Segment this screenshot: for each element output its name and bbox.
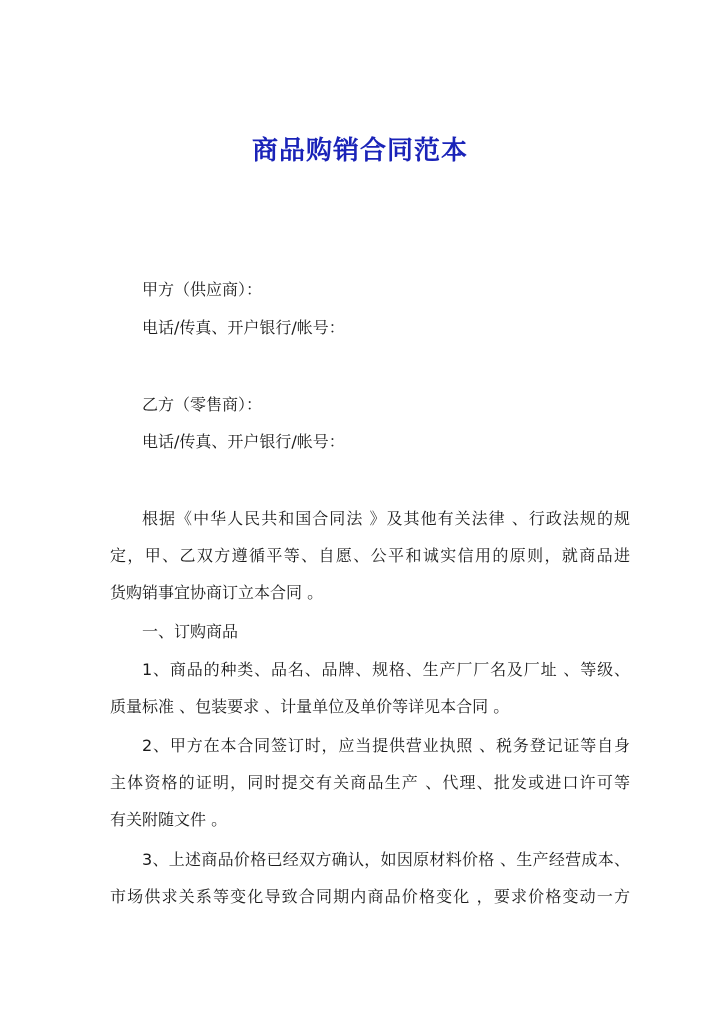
clause-line: 有关附随文件 。 bbox=[110, 810, 228, 829]
preamble-line: 货购销事宜协商订立本合同 。 bbox=[110, 583, 324, 602]
clause-line: 质量标准 、包装要求 、计量单位及单价等详见本合同 。 bbox=[110, 697, 510, 716]
clause-line: 1、商品的种类、品名、品牌、规格、生产厂厂名及厂址 、等级、 bbox=[142, 660, 630, 679]
section-heading: 一、订购商品 bbox=[142, 622, 239, 641]
clause-line: 2、甲方在本合同签订时，应当提供营业执照 、税务登记证等自身 bbox=[142, 736, 630, 755]
document-title: 商品购销合同范本 bbox=[251, 136, 468, 166]
preamble-line: 定，甲、乙双方遵循平等、自愿、公平和诚实信用的原则，就商品进 bbox=[110, 546, 630, 565]
party-b-contact: 电话/传真、开户银行/帐号： bbox=[142, 432, 345, 451]
party-a-contact: 电话/传真、开户银行/帐号： bbox=[142, 318, 345, 337]
party-b-label: 乙方（零售商）： bbox=[142, 395, 263, 414]
clause-line: 主体资格的证明，同时提交有关商品生产 、代理、批发或进口许可等 bbox=[110, 773, 630, 792]
clause-line: 市场供求关系等变化导致合同期内商品价格变化 ，要求价格变动一方 bbox=[110, 887, 630, 906]
preamble-line: 根据《中华人民共和国合同法 》及其他有关法律 、行政法规的规 bbox=[142, 509, 630, 528]
party-a-label: 甲方（供应商）： bbox=[142, 280, 263, 299]
clause-line: 3、上述商品价格已经双方确认，如因原材料价格 、生产经营成本、 bbox=[142, 850, 630, 869]
